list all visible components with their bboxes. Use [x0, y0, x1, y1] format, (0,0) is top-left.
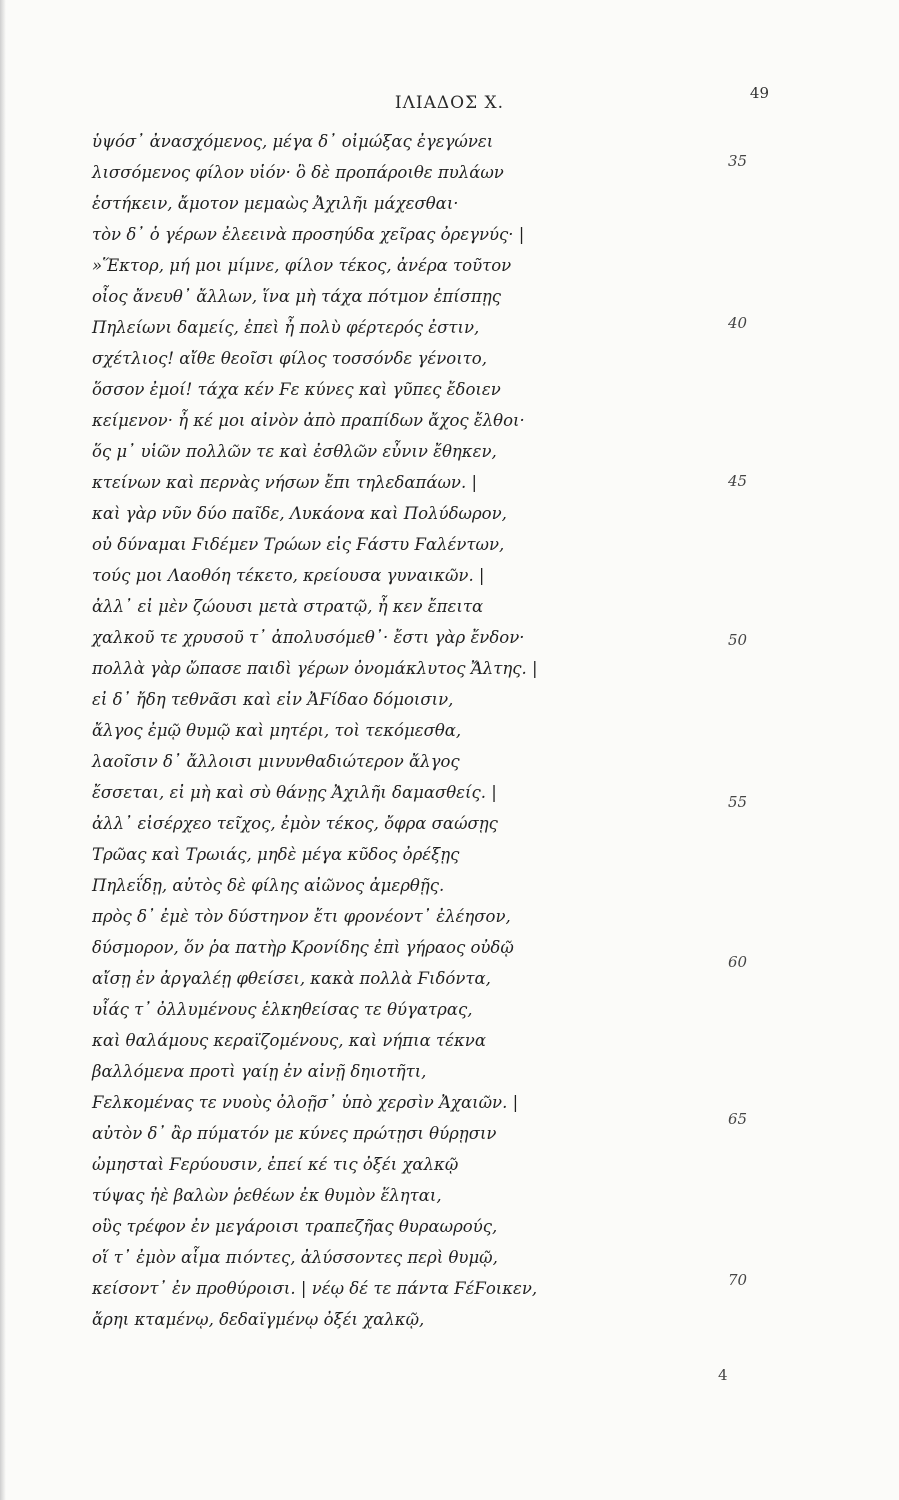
- verse-line: ἔσσεται, εἰ μὴ καὶ σὺ θάνῃς Ἀχιλῆι δαμασθείς. |: [92, 783, 497, 802]
- verse-line: τὸν δ᾽ ὁ γέρων ἐλεεινὰ προσηύδα χεῖρας ὀρεγνύς· |: [92, 225, 525, 244]
- verse-line: κτείνων καὶ περνὰς νήσων ἔπι τηλεδαπάων. |: [92, 473, 478, 492]
- verse-line: σχέτλιος! αἴθε θεοῖσι φίλος τοσσόνδε γένοιτο,: [92, 349, 487, 368]
- verse-line: πολλὰ γὰρ ὤπασε παιδὶ γέρων ὀνομάκλυτος Ἄλτης. |: [92, 659, 538, 678]
- verse-line: Πηλείωνι δαμείς, ἐπεὶ ἦ πολὺ φέρτερός ἐστιν,: [92, 318, 480, 337]
- verse-line: αἴσῃ ἐν ἀργαλέῃ φθείσει, κακὰ πολλὰ Ϝιδόντα,: [92, 969, 491, 988]
- verse-line: ὅς μ᾽ υἱῶν πολλῶν τε καὶ ἐσθλῶν εὖνιν ἔθηκεν,: [92, 442, 497, 461]
- verse-line: καὶ θαλάμους κεραϊζομένους, καὶ νήπια τέκνα: [92, 1031, 486, 1050]
- verse-line: »Ἕκτορ, μή μοι μίμνε, φίλον τέκος, ἀνέρα τοῦτον: [92, 256, 512, 275]
- line-number-60: 60: [728, 953, 748, 971]
- page-number: 49: [749, 84, 769, 102]
- verse-line: πρὸς δ᾽ ἐμὲ τὸν δύστηνον ἔτι φρονέοντ᾽ ἐλέησον,: [92, 907, 511, 926]
- verse-line: δύσμορον, ὅν ῥα πατὴρ Κρονίδης ἐπὶ γήραος οὐδῷ: [92, 938, 514, 957]
- verse-line: οὐ δύναμαι Ϝιδέμεν Τρώων εἰς Ϝάστυ Ϝαλέντων,: [92, 535, 505, 554]
- verse-line: κείσοντ᾽ ἐν προθύροισι. | νέῳ δέ τε πάντα ϜέϜοικεν,: [92, 1279, 538, 1298]
- running-head: ΙΛΙΑΔΟΣ X.: [394, 93, 505, 113]
- verse-line: οἶος ἄνευθ᾽ ἄλλων, ἵνα μὴ τάχα πότμον ἐπίσπῃς: [92, 287, 501, 306]
- line-number-70: 70: [728, 1271, 748, 1289]
- line-number-55: 55: [728, 793, 748, 811]
- line-number-65: 65: [728, 1110, 748, 1128]
- verse-line: οἵ τ᾽ ἐμὸν αἷμα πιόντες, ἀλύσσοντες περὶ θυμῷ,: [92, 1248, 498, 1267]
- line-number-35: 35: [728, 152, 748, 170]
- verse-line: Τρῶας καὶ Τρωιάς, μηδὲ μέγα κῦδος ὀρέξῃς: [92, 845, 460, 864]
- verse-line: οὓς τρέφον ἐν μεγάροισι τραπεζῆας θυραωρούς,: [92, 1217, 498, 1236]
- verse-line: κείμενον· ἦ κέ μοι αἰνὸν ἀπὸ πραπίδων ἄχος ἔλθοι·: [92, 411, 525, 430]
- verse-line: εἰ δ᾽ ἤδη τεθνᾶσι καὶ εἰν ἈϜίδαο δόμοισιν,: [92, 690, 454, 709]
- verse-line: ἄλγος ἐμῷ θυμῷ καὶ μητέρι, τοὶ τεκόμεσθα,: [92, 721, 462, 740]
- verse-line: ἑστήκειν, ἄμοτον μεμαὼς Ἀχιλῆι μάχεσθαι·: [92, 194, 459, 213]
- verse-line: Πηλεΐδῃ, αὐτὸς δὲ φίλης αἰῶνος ἀμερθῇς.: [92, 876, 445, 895]
- line-number-40: 40: [728, 314, 748, 332]
- verse-line: τούς μοι Λαοθόη τέκετο, κρείουσα γυναικῶν. |: [92, 566, 485, 585]
- verse-line: ἀλλ᾽ εἰσέρχεο τεῖχος, ἐμὸν τέκος, ὄφρα σαώσῃς: [92, 814, 498, 833]
- scan-edge-shadow: [0, 0, 6, 1500]
- verse-line: αὐτὸν δ᾽ ἂρ πύματόν με κύνες πρώτῃσι θύρῃσιν: [92, 1124, 497, 1143]
- verse-line: ἀλλ᾽ εἰ μὲν ζώουσι μετὰ στρατῷ, ἦ κεν ἔπειτα: [92, 597, 484, 616]
- verse-line: ὠμησταὶ Ϝερύουσιν, ἐπεί κέ τις ὀξέι χαλκῷ: [92, 1155, 459, 1174]
- line-number-45: 45: [728, 472, 748, 490]
- verse-line: ἄρηι κταμένῳ, δεδαϊγμένῳ ὀξέι χαλκῷ,: [92, 1310, 425, 1329]
- signature-mark: 4: [718, 1366, 728, 1384]
- verse-line: βαλλόμενα προτὶ γαίῃ ἐν αἰνῇ δηιοτῆτι,: [92, 1062, 427, 1081]
- verse-line: τύψας ἠὲ βαλὼν ῥεθέων ἐκ θυμὸν ἕληται,: [92, 1186, 442, 1205]
- line-number-50: 50: [728, 631, 748, 649]
- verse-line: λισσόμενος φίλον υἱόν· ὃ δὲ προπάροιθε πυλάων: [92, 163, 504, 182]
- verse-line: υἷάς τ᾽ ὀλλυμένους ἑλκηθείσας τε θύγατρας,: [92, 1000, 473, 1019]
- verse-line: ὅσσον ἐμοί! τάχα κέν Ϝε κύνες καὶ γῦπες ἔδοιεν: [92, 380, 501, 399]
- verse-line: ὑψόσ᾽ ἀνασχόμενος, μέγα δ᾽ οἰμώξας ἐγεγώνει: [92, 132, 494, 151]
- verse-line: λαοῖσιν δ᾽ ἄλλοισι μινυνθαδιώτερον ἄλγος: [92, 752, 460, 771]
- verse-line: καὶ γὰρ νῦν δύο παῖδε, Λυκάονα καὶ Πολύδωρον,: [92, 504, 507, 523]
- verse-block: [92, 126, 652, 1335]
- verse-line: χαλκοῦ τε χρυσοῦ τ᾽ ἀπολυσόμεθ᾽· ἔστι γὰρ ἔνδον·: [92, 628, 525, 647]
- verse-line: Ϝελκομένας τε νυοὺς ὀλοῇσ᾽ ὑπὸ χερσὶν Ἀχαιῶν. |: [92, 1093, 519, 1112]
